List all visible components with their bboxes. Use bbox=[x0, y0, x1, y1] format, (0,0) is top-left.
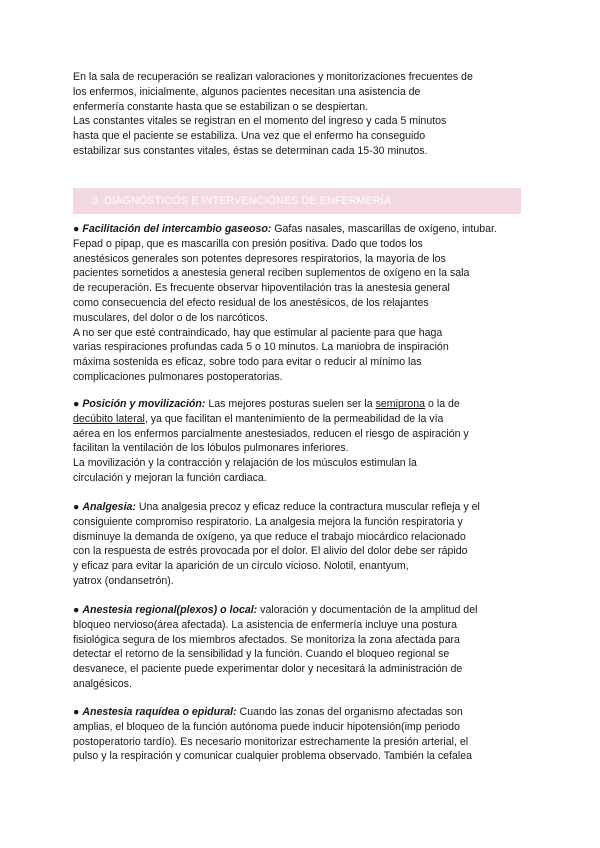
underlined-term: semiprona bbox=[375, 398, 426, 410]
item-regional-anesthesia bbox=[73, 603, 521, 692]
item-line: pacientes sometidos a anestesia general reciben suplementos de oxígeno en la sala bbox=[73, 267, 470, 280]
item-line: analgésicos. bbox=[73, 677, 132, 690]
item-line: disminuye la demanda de oxígeno, ya que reduce el trabajo miocárdico relacionado bbox=[73, 530, 466, 543]
item-line: complicaciones pulmonares postoperatorias. bbox=[73, 370, 283, 383]
item-line: fisiológica segura de los miembros afectados. Se monitoriza la zona afectada para bbox=[73, 633, 460, 646]
item-line: pulso y la respiración y comunicar cualquier problema observado. También la cefalea bbox=[73, 750, 473, 763]
bullet-icon: ● bbox=[73, 501, 80, 513]
item-line: detectar el retorno de la sensibilidad y la función. Cuando el bloqueo regional se bbox=[73, 648, 450, 661]
item-position bbox=[73, 397, 521, 486]
item-text: Gafas nasales, mascarillas de oxígeno, intubar. bbox=[271, 223, 497, 235]
item-text: valoración y documentación de la amplitud del bbox=[257, 604, 478, 616]
bullet-icon: ● bbox=[73, 398, 80, 410]
item-line: postoperatorio tardío). Es necesario monitorizar estrechamente la presión arterial, el bbox=[73, 735, 469, 748]
item-line: yatrox (ondansetrón). bbox=[73, 574, 174, 587]
intro-line: estabilizar sus constantes vitales, éstas se determinan cada 15-30 minutos. bbox=[73, 144, 428, 157]
item-line: anestésicos generales son potentes depresores respiratorios, la mayoría de los bbox=[73, 252, 446, 265]
intro-line: hasta que el paciente se estabiliza. Una vez que el enfermo ha conseguido bbox=[73, 130, 426, 143]
item-text: Una analgesia precoz y eficaz reduce la contractura muscular refleja y el bbox=[135, 501, 480, 513]
intro-line: En la sala de recuperación se realizan valoraciones y monitorizaciones frecuentes de bbox=[73, 71, 473, 83]
item-title: Posición y movilización: bbox=[82, 398, 206, 410]
item-line: Fepad o pipap, que es mascarilla con presión positiva. Dado que todos los bbox=[73, 237, 423, 250]
item-line: máxima sostenida es eficaz, sobre todo para evitar o reducir al mínimo las bbox=[73, 356, 422, 369]
section-heading: 3. DIAGNÓSTICOS E INTERVENCIONES DE ENFERMERÍA bbox=[92, 195, 392, 207]
item-line: aérea en los enfermos parcialmente anestesiados, reducen el riesgo de aspiración y bbox=[73, 427, 469, 440]
bullet-icon: ● bbox=[73, 223, 80, 235]
item-title: Anestesia raquídea o epidural: bbox=[82, 706, 237, 718]
item-line: desvanece, el paciente puede experimentar dolor y necesitará la administración de bbox=[73, 663, 463, 676]
bullet-icon: ● bbox=[73, 604, 80, 616]
item-text: Las mejores posturas suelen ser la bbox=[205, 398, 376, 410]
item-line: musculares, del dolor o de los narcóticos. bbox=[73, 311, 268, 324]
item-line: bloqueo nervioso(área afectada). La asistencia de enfermería incluye una postura bbox=[73, 618, 457, 631]
item-line: de recuperación. Es frecuente observar hipoventilación tras la anestesia general bbox=[73, 282, 450, 295]
item-text: Cuando las zonas del organismo afectadas son bbox=[236, 706, 463, 718]
item-line: varias respiraciones profundas cada 5 o 10 minutos. La maniobra de inspiración bbox=[73, 341, 449, 354]
item-gas-exchange bbox=[73, 222, 521, 385]
item-line: con la respuesta de estrés provocada por el dolor. El alivio del dolor debe ser rápido bbox=[73, 545, 468, 558]
item-line: A no ser que esté contraindicado, hay que estimular al paciente para que haga bbox=[73, 326, 443, 339]
item-line: como consecuencia del efecto residual de los anestésicos, de los relajantes bbox=[73, 296, 429, 309]
item-title: Anestesia regional(plexos) o local: bbox=[82, 604, 258, 616]
intro-line: enfermería constante hasta que se estabilizan o se despiertan. bbox=[73, 100, 369, 113]
intro-line: Las constantes vitales se registran en el momento del ingreso y cada 5 minutos bbox=[73, 115, 447, 128]
item-line: circulación y mejoran la función cardiaca. bbox=[73, 471, 267, 484]
item-text: o la de bbox=[425, 398, 460, 410]
intro-paragraph bbox=[73, 70, 521, 159]
bullet-icon: ● bbox=[73, 706, 80, 718]
item-spinal-anesthesia bbox=[73, 705, 521, 764]
item-line: La movilización y la contracción y relajación de los músculos estimulan la bbox=[73, 457, 417, 470]
intro-line: los enfermos, inicialmente, algunos pacientes necesitan una asistencia de bbox=[73, 85, 421, 98]
item-title: Analgesia: bbox=[82, 501, 136, 513]
item-analgesia bbox=[73, 500, 521, 589]
item-title: Facilitación del intercambio gaseoso: bbox=[82, 223, 272, 235]
item-line: amplias, el bloqueo de la función autónoma puede inducir hipotensión(imp periodo bbox=[73, 720, 460, 733]
item-line: consiguiente compromiso respiratorio. La analgesia mejora la función respiratoria y bbox=[73, 515, 463, 528]
item-text: , ya que facilitan el mantenimiento de la permeabilidad de la vía bbox=[144, 412, 444, 425]
underlined-term: decúbito lateral bbox=[73, 412, 145, 425]
item-line: facilitan la ventilación de los lóbulos pulmonares inferiores. bbox=[73, 442, 349, 455]
item-line: y eficaz para evitar la aparición de un círculo vicioso. Nolotil, enantyum, bbox=[73, 560, 409, 573]
